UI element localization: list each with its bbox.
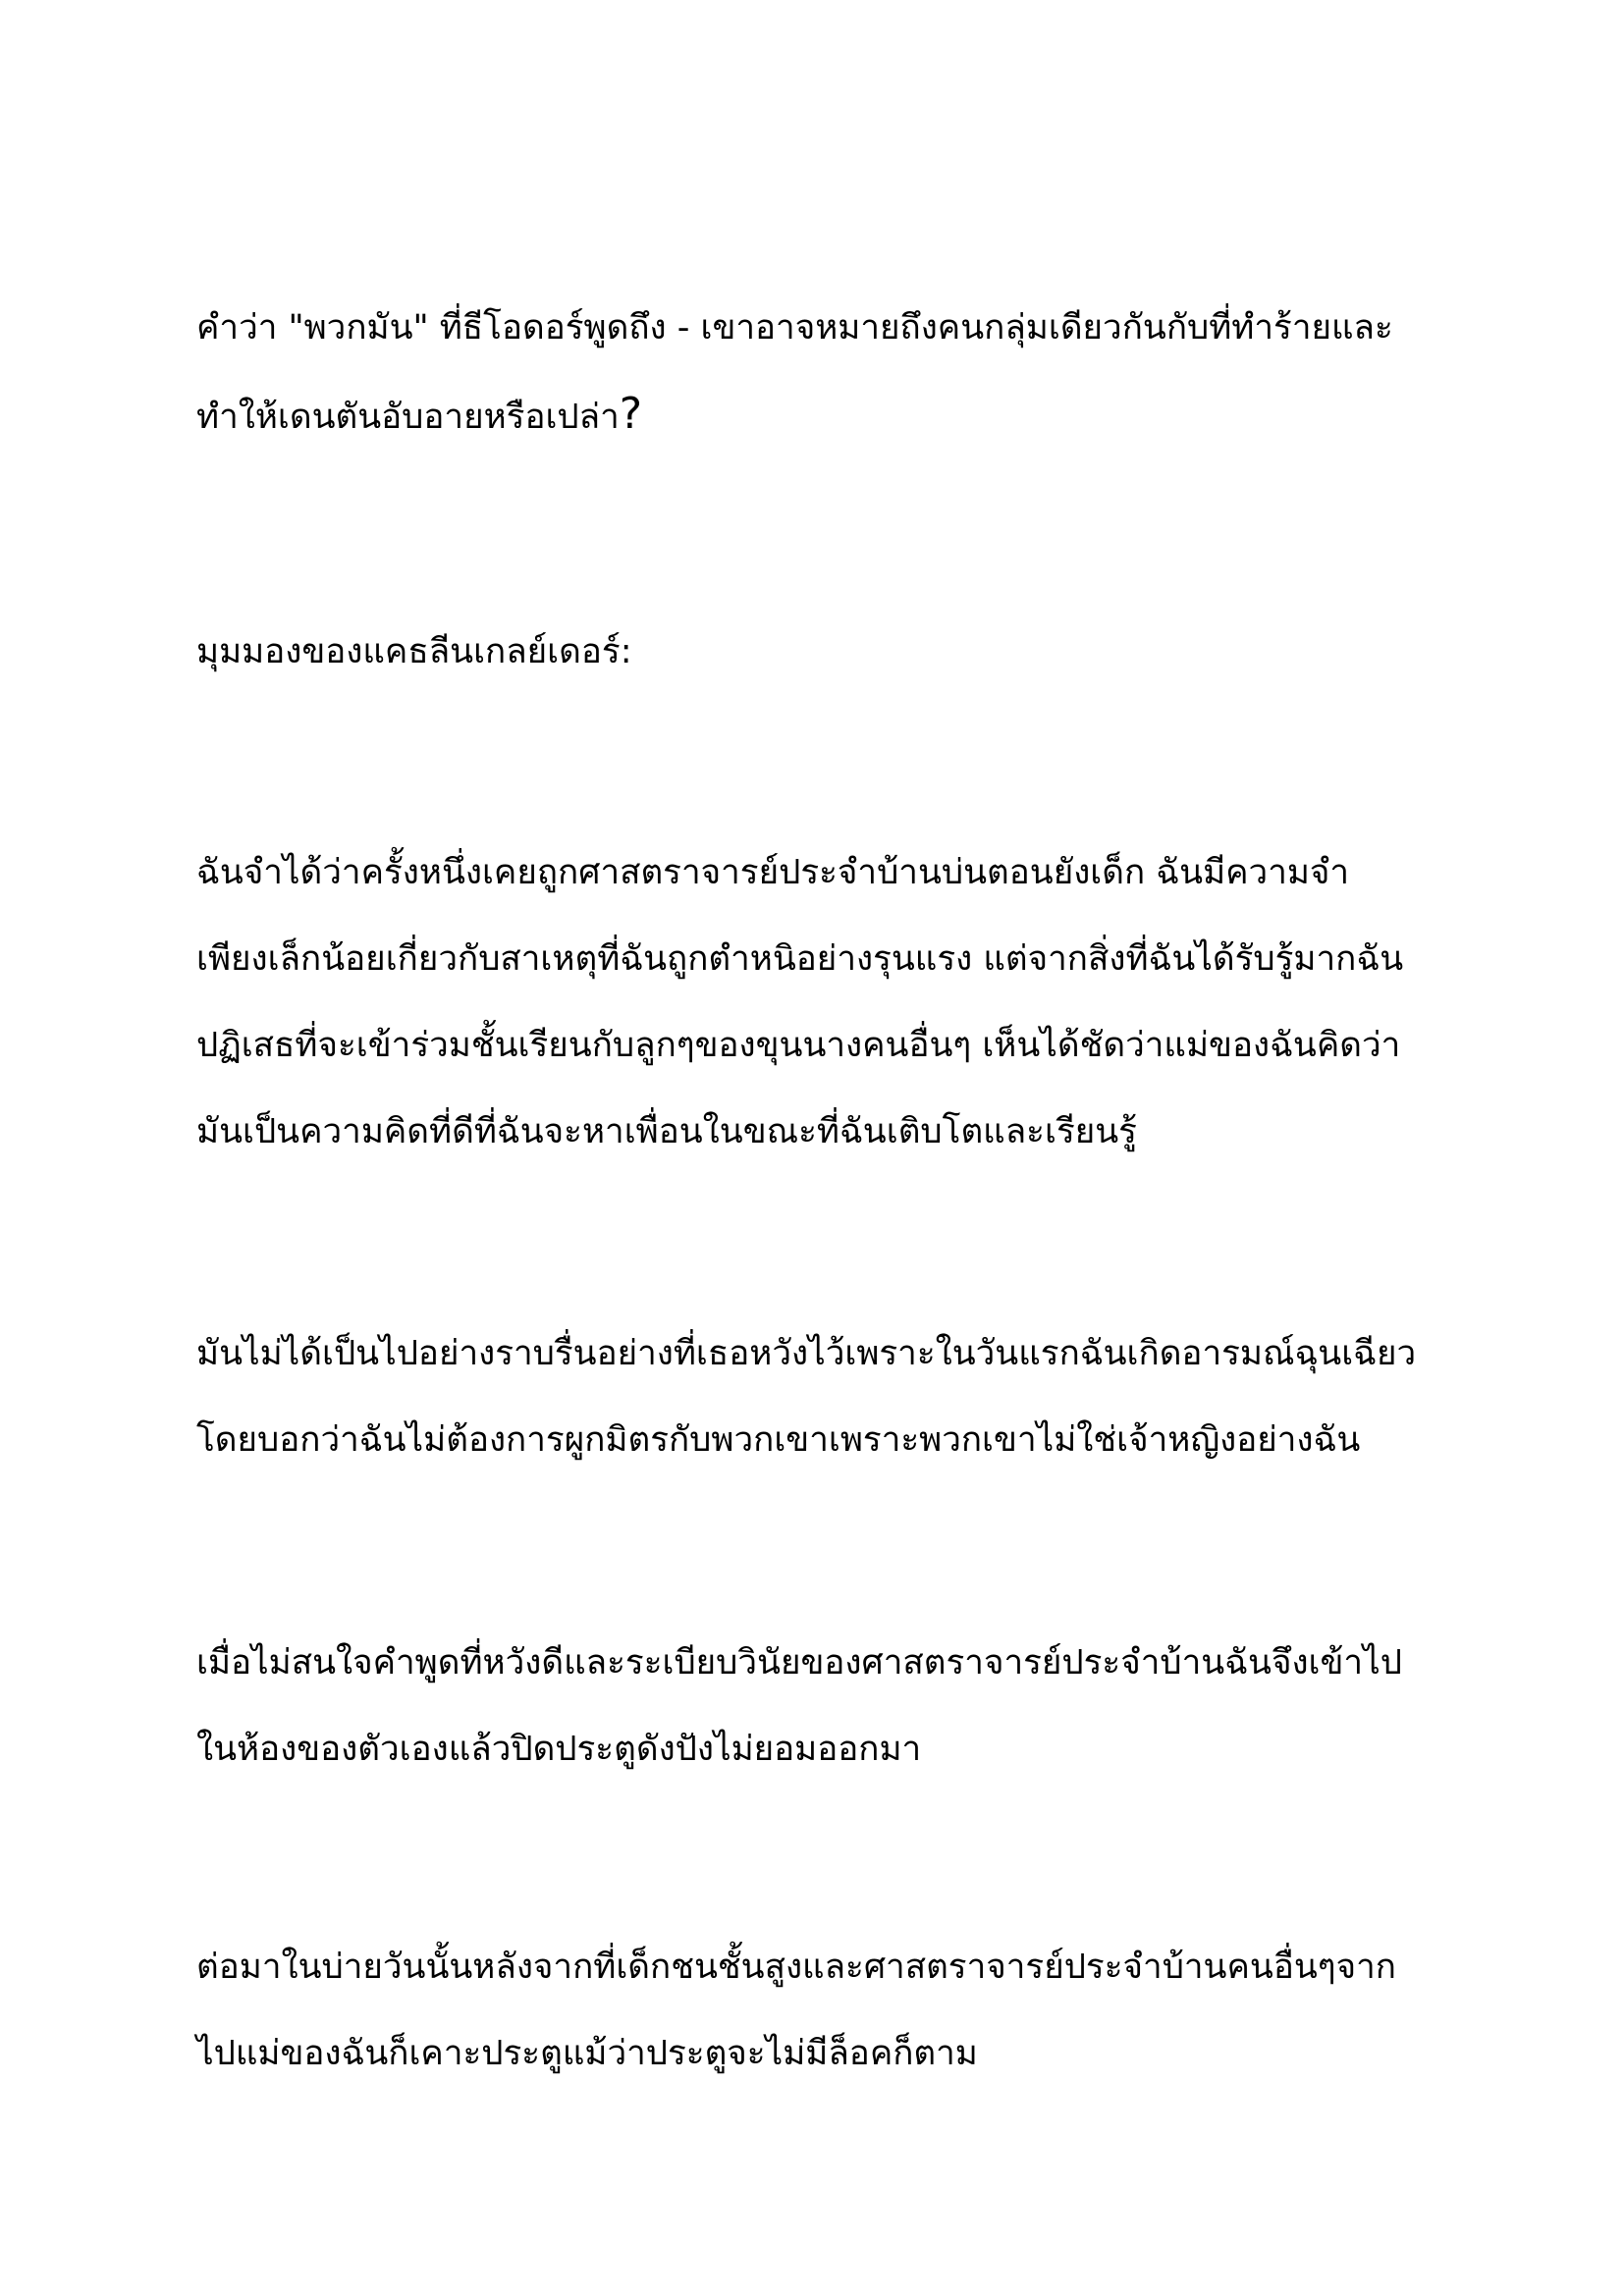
text-line: มันเป็นความคิดที่ดีที่ฉันจะหาเพื่อนในขณะที่ฉันเติบโตและเรียนรู้	[196, 1112, 1137, 1151]
paragraph-memory	[196, 829, 1434, 1175]
paragraph-room	[196, 1620, 1434, 1792]
text-line-content: ทำให้เดนตันอับอายหรือเปล่า	[196, 398, 620, 437]
text-line: เพียงเล็กน้อยเกี่ยวกับสาเหตุที่ฉันถูกตำหนิอย่างรุนแรง แต่จากสิ่งที่ฉันได้รับรู้มากฉัน	[196, 939, 1404, 979]
text-line: คำว่า "พวกมัน" ที่ธีโอดอร์พูดถึง - เขาอาจหมายถึงคนกลุ่มเดียวกันกับที่ทำร้ายและ	[196, 308, 1393, 347]
text-line: ในห้องของตัวเองแล้วปิดประตูดังปังไม่ยอมออกมา	[196, 1730, 922, 1769]
paragraph-question	[196, 285, 1434, 460]
text-line: มันไม่ได้เป็นไปอย่างราบรื่นอย่างที่เธอหวังไว้เพราะในวันแรกฉันเกิดอารมณ์ฉุนเฉียว	[196, 1334, 1417, 1373]
paragraph-section-heading	[196, 609, 1434, 695]
text-line	[196, 371, 1434, 460]
text-line: ปฏิเสธที่จะเข้าร่วมชั้นเรียนกับลูกๆของขุนนางคนอื่นๆ เห็นได้ชัดว่าแม่ของฉันคิดว่า	[196, 1026, 1401, 1065]
paragraph-afternoon	[196, 1924, 1434, 2097]
text-line: เมื่อไม่สนใจคำพูดที่หวังดีและระเบียบวินัยของศาสตราจารย์ประจำบ้านฉันจึงเข้าไป	[196, 1643, 1402, 1682]
section-heading: มุมมองของแคธลีนเกลย์เดอร์:	[196, 632, 632, 671]
text-line: โดยบอกว่าฉันไม่ต้องการผูกมิตรกับพวกเขาเพราะพวกเขาไม่ใช่เจ้าหญิงอย่างฉัน	[196, 1420, 1361, 1460]
paragraph-tantrum	[196, 1310, 1434, 1483]
question-mark: ?	[619, 389, 643, 439]
text-line: ฉันจำได้ว่าครั้งหนึ่งเคยถูกศาสตราจารย์ประจำบ้านบ่นตอนยังเด็ก ฉันมีความจำ	[196, 853, 1350, 892]
text-line: ไปแม่ของฉันก็เคาะประตูแม้ว่าประตูจะไม่มีล็อคก็ตาม	[196, 2034, 978, 2073]
text-line: ต่อมาในบ่ายวันนั้นหลังจากที่เด็กชนชั้นสูงและศาสตราจารย์ประจำบ้านคนอื่นๆจาก	[196, 1948, 1396, 1987]
